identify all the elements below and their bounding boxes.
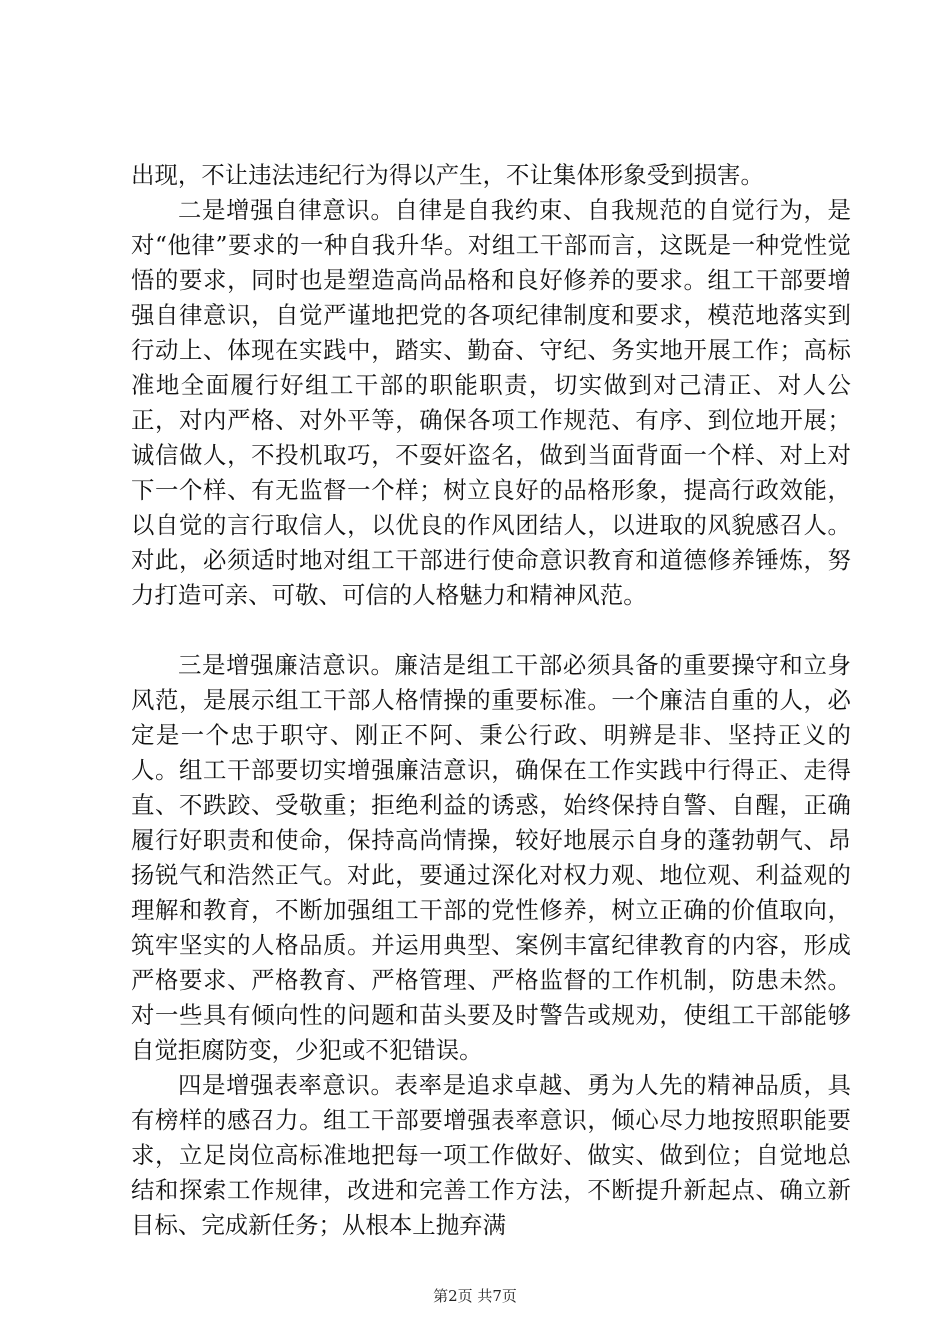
paragraph-integrity: 三是增强廉洁意识。廉洁是组工干部必须具备的重要操守和立身风范，是展示组工干部人格情操的重要标准。一个廉洁自重的人，必定是一个忠于职守、刚正不阿、秉公行政、明辨是非、坚持正义的人。组工干部要切实增强廉洁意识，确保在工作实践中行得正、走得直、不跌跤、受敬重；拒绝利益的诱惑，始终保持自警、自醒，正确履行好职责和使命，保持高尚情操，较好地展示自身的蓬勃朝气、昂扬锐气和浩然正气。对此，要通过深化对权力观、地位观、利益观的理解和教育，不断加强组工干部的党性修养，树立正确的价值取向，筑牢坚实的人格品质。并运用典型、案例丰富纪律教育的内容，形成严格要求、严格教育、严格管理、严格监督的工作机制，防患未然。对一些具有倾向性的问题和苗头要及时警告或规劝，使组工干部能够自觉拒腐防变，少犯或不犯错误。 [131,651,851,1064]
paragraph-gap [131,613,851,648]
paragraph-continuation: 出现，不让违法违纪行为得以产生，不让集体形象受到损害。 [131,161,764,189]
paragraph-exemplary: 四是增强表率意识。表率是追求卓越、勇为人先的精神品质，具有榜样的感召力。组工干部要增强表率意识，倾心尽力地按照职能要求，立足岗位高标准地把每一项工作做好、做实、做到位；自觉地总结和探索工作规律，改进和完善工作方法，不断提升新起点、确立新目标、完成新任务；从根本上抛弃满 [131,1071,851,1239]
document-body [131,158,851,1243]
page-number-footer: 第2页 共7页 [433,1287,517,1305]
paragraph-self-discipline: 二是增强自律意识。自律是自我约束、自我规范的自觉行为，是对“他律”要求的一种自我升华。对组工干部而言，这既是一种党性觉悟的要求，同时也是塑造高尚品格和良好修养的要求。组工干部要增强自律意识，自觉严谨地把党的各项纪律制度和要求，模范地落实到行动上、体现在实践中，踏实、勤奋、守纪、务实地开展工作；高标准地全面履行好组工干部的职能职责，切实做到对己清正、对人公正，对内严格、对外平等，确保各项工作规范、有序、到位地开展；诚信做人，不投机取巧，不耍奸盗名，做到当面背面一个样、对上对下一个样、有无监督一个样；树立良好的品格形象，提高行政效能，以自觉的言行取信人，以优良的作风团结人，以进取的风貌感召人。对此，必须适时地对组工干部进行使命意识教育和道德修养锤炼，努力打造可亲、可敬、可信的人格魅力和精神风范。 [131,196,851,609]
